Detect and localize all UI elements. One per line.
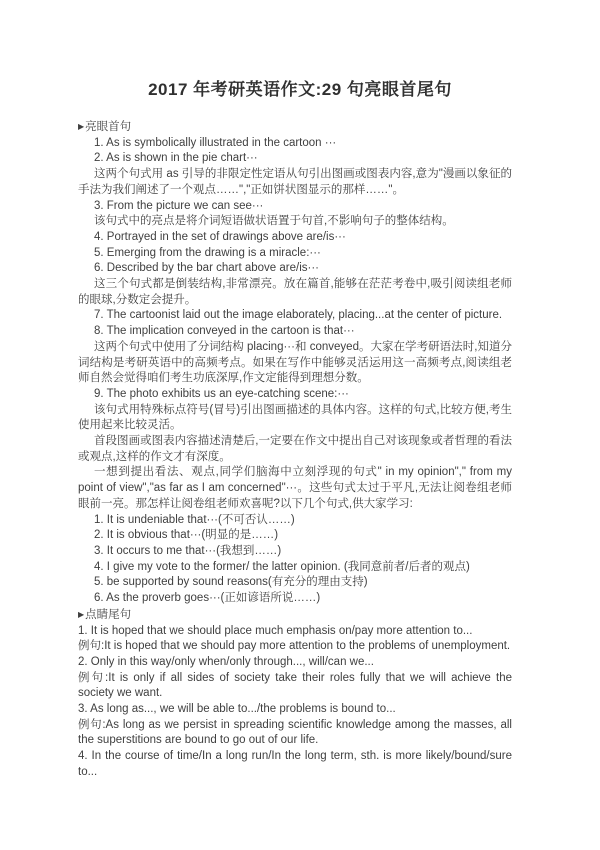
paragraph: 4. In the course of time/In a long run/In the long term, sth. is more likely/bound/sure to...	[78, 750, 512, 778]
paragraph: 该句式中的亮点是将介词短语做状语置于句首,不影响句子的整体结构。	[94, 215, 454, 228]
list-item: 1. As is symbolically illustrated in the cartoon ···	[94, 136, 337, 149]
list-item: 2. It is obvious that···(明显的是……)	[94, 529, 279, 542]
section-header	[78, 119, 512, 136]
section-title: 点睛尾句	[85, 608, 132, 621]
triangle-bullet-icon: ▶	[78, 122, 85, 131]
page-title: 2017 年考研英语作文:29 句亮眼首尾句	[148, 80, 452, 99]
list-item: 5. Emerging from the drawing is a miracle:···	[94, 246, 321, 259]
list-item: 4. Portrayed in the set of drawings above are/is···	[94, 230, 346, 243]
list-item: 3. It occurs to me that···(我想到……)	[94, 544, 282, 557]
list-item: 9. The photo exhibits us an eye-catching scene:···	[94, 387, 349, 400]
paragraph: 这两个句式中使用了分词结构 placing···和 conveyed。大家在学考研语法时,知道分词结构是考研英语中的高频考点。如果在写作中能够灵活运用这一高频考点,阅读组老师自然会觉得咱们考生功底深厚,作文定能得到理想分数。	[78, 340, 512, 385]
paragraph: 这两个句式用 as 引导的非限定性定语从句引出图画或图表内容,意为"漫画以象征的手法为我们阐述了一个观点……","正如饼状图显示的那样……"。	[78, 168, 512, 196]
triangle-bullet-icon: ▶	[78, 609, 85, 619]
list-item: 7. The cartoonist laid out the image elaborately, placing...at the center of picture.	[94, 309, 503, 322]
paragraph: 例句:As long as we persist in spreading scientific knowledge among the masses, all the superstitions are bound to go out of our life.	[78, 718, 512, 747]
document-body	[78, 119, 512, 781]
list-item: 4. I give my vote to the former/ the latter opinion. (我同意前者/后者的观点)	[94, 560, 470, 573]
list-item: 3. From the picture we can see···	[94, 199, 264, 212]
paragraph: 例句:It is hoped that we should pay more attention to the problems of unemployment.	[78, 640, 511, 653]
paragraph: 1. It is hoped that we should place much emphasis on/pay more attention to...	[78, 624, 473, 637]
list-item: 8. The implication conveyed in the cartoon is that···	[94, 325, 355, 338]
list-item: 5. be supported by sound reasons(有充分的理由支持)	[94, 576, 368, 589]
list-item: 6. As the proverb goes···(正如谚语所说……)	[94, 592, 321, 605]
paragraph: 3. As long as..., we will be able to.../the problems is bound to...	[78, 703, 396, 716]
section-header	[78, 607, 512, 624]
section-title: 亮眼首句	[85, 121, 132, 133]
paragraph: 首段图画或图表内容描述清楚后,一定要在作文中提出自己对该现象或者哲理的看法或观点,这样的作文才有深度。	[78, 435, 512, 463]
paragraph: 该句式用特殊标点符号(冒号)引出图画描述的具体内容。这样的句式,比较方便,考生使用起来比较灵活。	[78, 403, 512, 432]
paragraph: 例句:It is only if all sides of society take their roles fully that we will achieve the society we want.	[78, 671, 512, 700]
list-item: 1. It is undeniable that···(不可否认……)	[94, 513, 295, 526]
list-item: 2. As is shown in the pie chart···	[94, 152, 258, 165]
paragraph: 这三个句式都是倒装结构,非常漂亮。放在篇首,能够在茫茫考卷中,吸引阅读组老师的眼球,分数定会提升。	[78, 278, 512, 306]
list-item: 6. Described by the bar chart above are/is···	[94, 262, 319, 275]
paragraph: 一想到提出看法、观点,同学们脑海中立刻浮现的句式" in my opinion"," from my point of view","as far as I am concerned"···。这些句式太过于平凡,无法让阅卷组老师眼前一亮。那怎样让阅卷组老师欢喜呢?以下几个句式,供大家学习:	[78, 466, 512, 510]
paragraph: 2. Only in this way/only when/only through..., will/can we...	[78, 655, 374, 668]
